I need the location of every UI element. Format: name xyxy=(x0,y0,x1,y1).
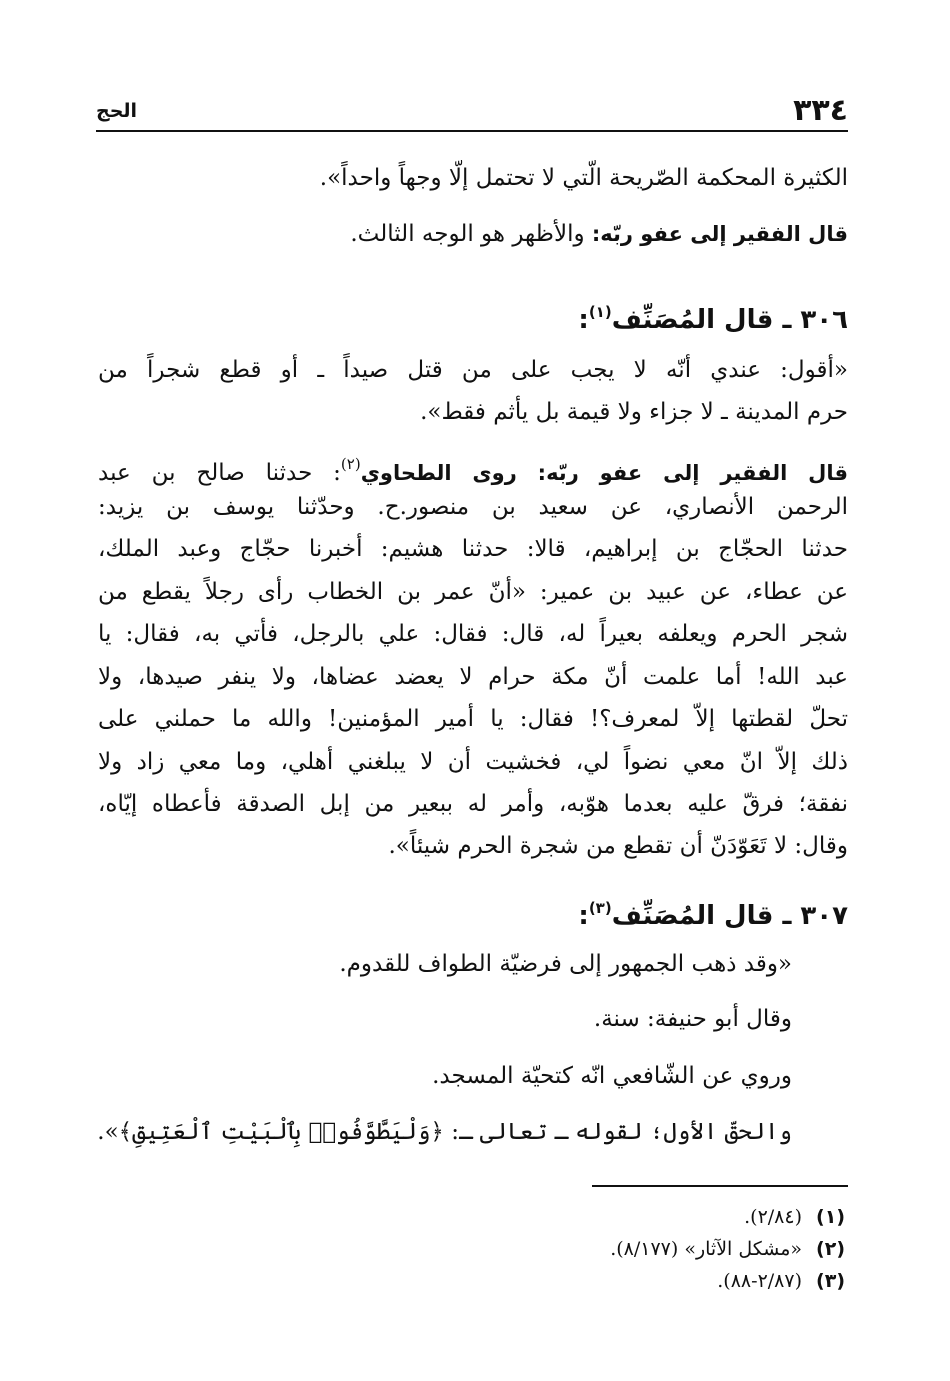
footnote xyxy=(300,1202,845,1232)
footnote-text: (٢/٨٧-٨٨). xyxy=(717,1270,803,1292)
body-line: نفقة؛ فرقّ عليه بعدما هوّبه، وأمر له ببعير من إبل الصدقة فأعطاه إيّاه، xyxy=(98,791,848,817)
page-number: ٣٣٤ xyxy=(793,93,848,128)
body-line: «أقول: عندي أنّه لا يجب على من قتل صيداً ـ أو قطع شجراً من xyxy=(98,357,848,383)
heading-colon: : xyxy=(578,305,589,335)
footnote-ref: (١) xyxy=(588,303,612,321)
footnote-text: «مشكل الآثار» (٨/١٧٧). xyxy=(610,1238,803,1260)
footnote-number: (٣) xyxy=(816,1270,845,1292)
footnote-ref: (٢) xyxy=(340,455,361,473)
page-header xyxy=(96,88,848,132)
body-line: الكثيرة المحكمة الصّريحة الّتي لا تحتمل إلّا وجهاً واحداً». xyxy=(319,165,848,191)
running-title: الحج xyxy=(96,100,138,122)
body-line: تحلّ لقطتها إلاّ لمعرف؟! فقال: يا أمير المؤمنين! والله ما حملني على xyxy=(98,706,848,732)
author-phrase: قال الفقير إلى عفو ربّه: xyxy=(591,222,848,246)
body-line: عبد الله! أما علمت أنّ مكة حرام لا يعضد عضاها، ولا ينفر صيدها، ولا xyxy=(98,664,848,690)
body-line xyxy=(98,444,848,493)
heading-colon: : xyxy=(578,901,589,931)
heading-text: ٣٠٧ ـ قال المُصَنِّف xyxy=(611,901,848,931)
body-line xyxy=(98,214,848,254)
footnote xyxy=(300,1234,845,1264)
author-phrase: قال الفقير إلى عفو ربّه: روى الطحاوي xyxy=(360,461,849,485)
body-line: حرم المدينة ـ لا جزاء ولا قيمة بل يأثم فقط». xyxy=(420,399,848,425)
footnote-number: (٢) xyxy=(816,1238,845,1260)
body-line: وقال: لا تَعَوّدَنّ أن تقطع من شجرة الحرم شيئاً». xyxy=(388,833,848,859)
footnote xyxy=(300,1266,845,1296)
body-line: ذلك إلاّ انّ معي نضواً لي، فخشيت أن لا يبلغني أهلي، وما معي زاد ولا xyxy=(98,749,848,775)
body-line: والحقّ الأول؛ لقوله ـ تعالى ـ: ﴿وَلْيَطَّوَّفُوا۟ بِٱلْبَيْتِ ٱلْعَتِيقِ﴾». xyxy=(97,1119,792,1145)
body-line: وقال أبو حنيفة: سنة. xyxy=(593,1006,792,1032)
footnote-text: (٢/٨٤). xyxy=(744,1206,803,1228)
body-line: «وقد ذهب الجمهور إلى فرضيّة الطواف للقدوم. xyxy=(339,951,792,977)
body-line: حدثنا الحجّاج بن إبراهيم، قالا: حدثنا هشيم: أخبرنا حجّاج وعبد الملك، xyxy=(98,536,848,562)
body-line: عن عطاء، عن عبيد بن عمير: «أنّ عمر بن الخطاب رأى رجلاً يقطع من xyxy=(98,579,848,605)
footnote-separator xyxy=(592,1185,848,1187)
section-heading-307 xyxy=(98,886,848,938)
section-heading-306 xyxy=(98,290,848,342)
body-line: الرحمن الأنصاري، عن سعيد بن منصور.ح. وحدّثنا يوسف بن يزيد: xyxy=(98,494,848,520)
heading-text: ٣٠٦ ـ قال المُصَنِّف xyxy=(611,305,848,335)
footnote-number: (١) xyxy=(816,1206,845,1228)
body-text: : حدثنا صالح بن عبد xyxy=(98,460,341,486)
body-text: والأظهر هو الوجه الثالث. xyxy=(350,221,592,247)
body-line: شجر الحرم ويعلفه بعيراً له، قال: فقال: علي بالرجل، فأتي به، فقال: يا xyxy=(98,621,848,647)
footnote-ref: (٣) xyxy=(588,899,612,917)
body-line: وروي عن الشّافعي انّه كتحيّة المسجد. xyxy=(432,1063,792,1089)
